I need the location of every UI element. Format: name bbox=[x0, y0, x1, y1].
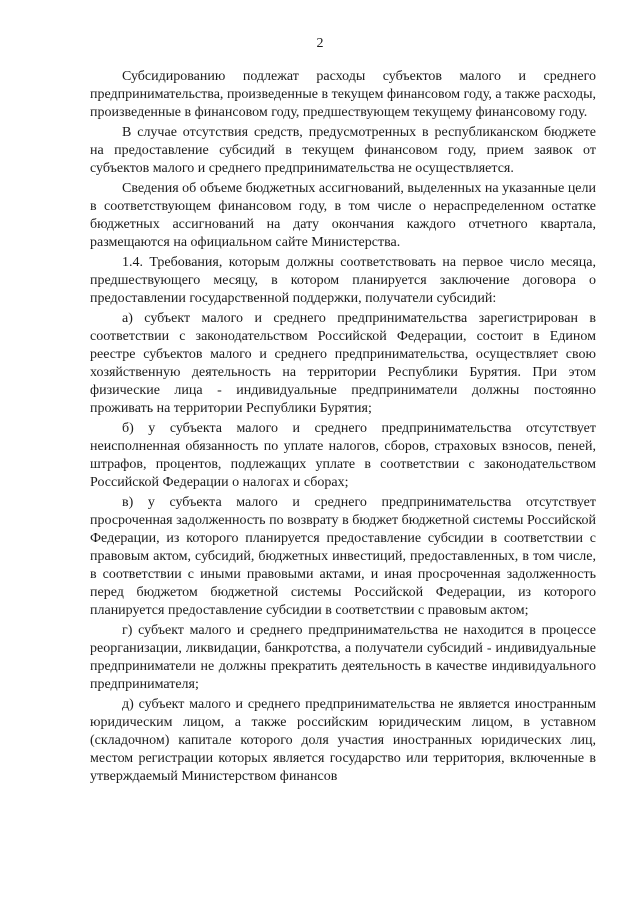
paragraph-item-v: в) у субъекта малого и среднего предпринимательства отсутствует просроченная задолженность по возврату в бюджет бюджетной системы Российской Федерации, из которого планируется предоставление субсидии в соответствии с правовым актом, субсидий, бюджетных инвестиций, предоставленных, в том числе, в соответствии с иными правовыми актами, и иная просроченная задолженность перед бюджетом бюджетной системы Российской Федерации, из которого планируется предоставление субсидии в соответствии с правовым актом; bbox=[90, 495, 596, 618]
paragraph-subsidy-expenses: Субсидированию подлежат расходы субъектов малого и среднего предпринимательства, произведенные в текущем финансовом году, а также расходы, произведенные в финансовом году, предшествующем текущему финансовому году. bbox=[90, 69, 596, 120]
paragraph-budget-info: Сведения об объеме бюджетных ассигнований, выделенных на указанные цели в соответствующем финансовом году, в том числе о нераспределенном остатке бюджетных ассигнований на дату окончания каждого отчетного квартала, размещаются на официальном сайте Министерства. bbox=[90, 181, 596, 250]
paragraph-no-funds: В случае отсутствия средств, предусмотренных в республиканском бюджете на предоставление субсидий в текущем финансовом году, прием заявок от субъектов малого и среднего предпринимательства не осуществляется. bbox=[90, 125, 596, 176]
paragraph-item-b: б) у субъекта малого и среднего предпринимательства отсутствует неисполненная обязанность по уплате налогов, сборов, страховых взносов, пеней, штрафов, процентов, подлежащих уплате в соответствии с законодательством Российской Федерации о налогах и сборах; bbox=[90, 421, 596, 490]
paragraph-requirements-1-4: 1.4. Требования, которым должны соответствовать на первое число месяца, предшествующего месяцу, в котором планируется заключение договора о предоставлении государственной поддержки, получатели субсидий: bbox=[90, 255, 596, 306]
paragraph-item-d: д) субъект малого и среднего предпринимательства не является иностранным юридическим лицом, а также российским юридическим лицом, в уставном (складочном) капитале которого доля участия иностранных юридических лиц, местом регистрации которых является государство или территория, включенные в утверждаемый Министерством финансов bbox=[90, 697, 596, 784]
page-number: 2 bbox=[316, 36, 324, 51]
paragraph-item-a: а) субъект малого и среднего предпринимательства зарегистрирован в соответствии с законодательством Российской Федерации, состоит в Едином реестре субъектов малого и среднего предпринимательства, осуществляет свою хозяйственную деятельность на территории Республики Бурятия. При этом физические лица - индивидуальные предприниматели должны постоянно проживать на территории Республики Бурятия; bbox=[90, 311, 596, 416]
paragraph-item-g: г) субъект малого и среднего предпринимательства не находится в процессе реорганизации, ликвидации, банкротства, а получатели субсидий - индивидуальные предприниматели не должны прекратить деятельность в качестве индивидуального предпринимателя; bbox=[90, 623, 596, 692]
document-body bbox=[90, 68, 596, 786]
